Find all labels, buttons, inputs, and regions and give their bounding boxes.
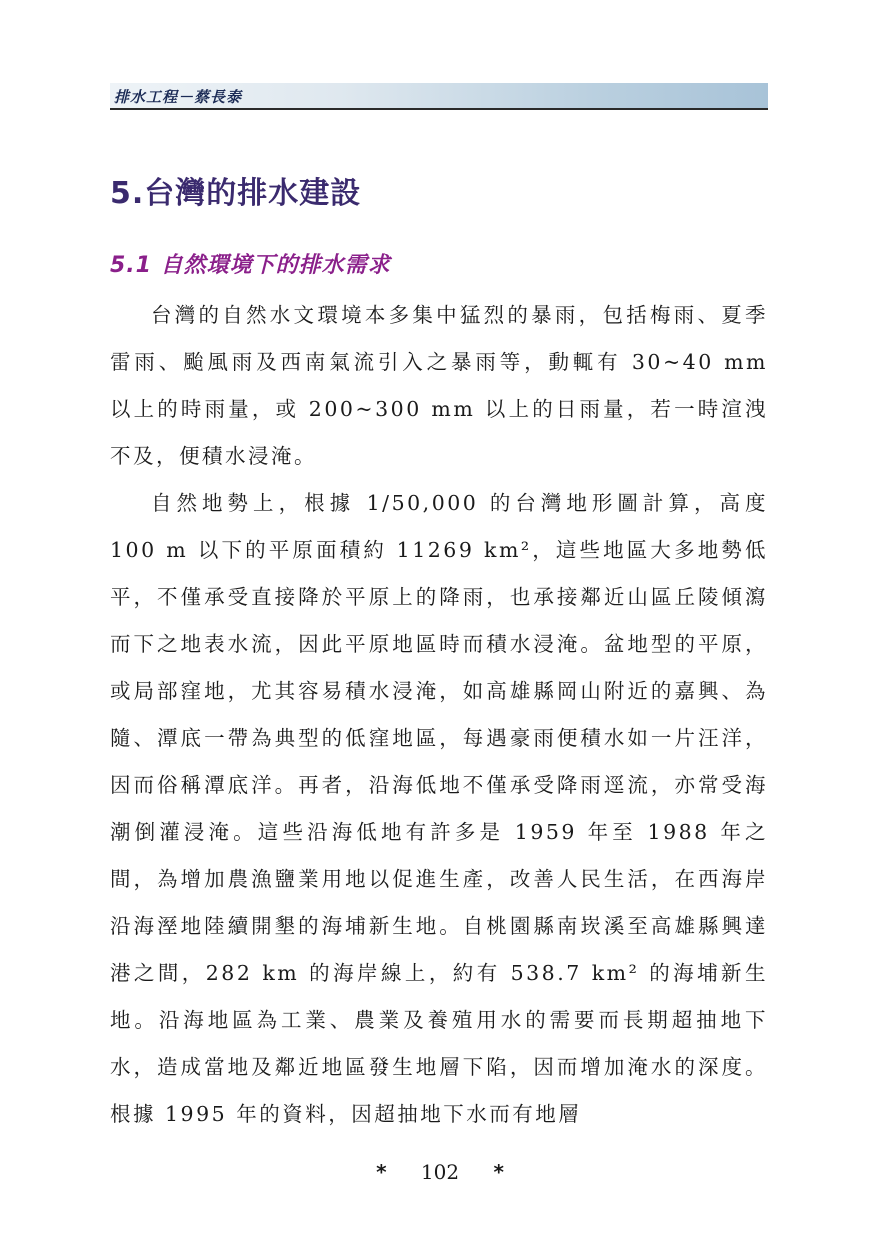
body-text xyxy=(110,292,768,1138)
paragraph-1: 台灣的自然水文環境本多集中猛烈的暴雨，包括梅雨、夏季雷雨、颱風雨及西南氣流引入之暴雨等，動輒有 30~40 mm 以上的時雨量，或 200~300 mm 以上的日雨量，若一時渲洩不及，便積水浸淹。 xyxy=(110,303,768,468)
paragraph-2: 自然地勢上，根據 1/50,000 的台灣地形圖計算，高度 100 m 以下的平原面積約 11269 km²，這些地區大多地勢低平，不僅承受直接降於平原上的降雨，也承接鄰近山區丘陵傾瀉而下之地表水流，因此平原地區時而積水浸淹。盆地型的平原，或局部窪地，尤其容易積水浸淹，如高雄縣岡山附近的嘉興、為隨、潭底一帶為典型的低窪地區，每遇豪雨便積水如一片汪洋，因而俗稱潭底洋。再者，沿海低地不僅承受降雨逕流，亦常受海潮倒灌浸淹。這些沿海低地有許多是 1959 年至 1988 年之間，為增加農漁鹽業用地以促進生產，改善人民生活，在西海岸沿海溼地陸續開墾的海埔新生地。自桃園縣南崁溪至高雄縣興達港之間，282 km 的海岸線上，約有 538.7 km² 的海埔新生地。沿海地區為工業、農業及養殖用水的需要而長期超抽地下水，造成當地及鄰近地區發生地層下陷，因而增加淹水的深度。根據 1995 年的資料，因超抽地下水而有地層 xyxy=(110,491,768,1126)
page-footer xyxy=(0,1160,880,1184)
running-header-rule xyxy=(110,108,768,110)
footer-ornament-right: * xyxy=(493,1160,504,1184)
page-number: 102 xyxy=(420,1160,460,1184)
chapter-title: 5.台灣的排水建設 xyxy=(110,176,362,211)
running-header-title: 排水工程－蔡長泰 xyxy=(114,88,243,106)
footer-ornament-left: * xyxy=(376,1160,387,1184)
section-title: 5.1 自然環境下的排水需求 xyxy=(110,253,391,278)
